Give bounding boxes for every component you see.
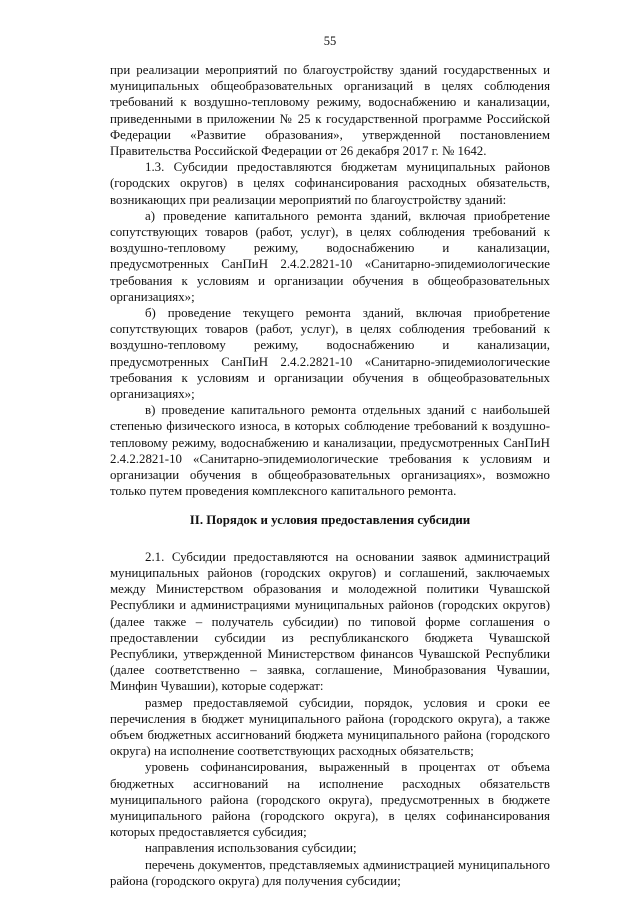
paragraph-documents-list: перечень документов, представляемых администрацией муниципального района (городского округа) для получения субсидии; xyxy=(110,857,550,888)
paragraph-1-3-a: а) проведение капитального ремонта зданий, включая приобретение сопутствующих товаров (работ, услуг), в целях соблюдения требований к воздушно-тепловому режиму, водоснабжению и канализации, предусмотренных СанПиН 2.4.2.2821-10 «Санитарно-эпидемиологические требования к условиям и организации обучения в общеобразовательных организациях»; xyxy=(110,208,550,304)
document-body xyxy=(110,62,550,889)
paragraph-usage-directions: направления использования субсидии; xyxy=(145,841,357,856)
paragraph-1-3: 1.3. Субсидии предоставляются бюджетам муниципальных районов (городских округов) в целях софинансирования расходных обязательств, возникающих при реализации мероприятий по благоустройству зданий: xyxy=(110,160,550,207)
section-heading: II. Порядок и условия предоставления субсидии xyxy=(189,513,471,528)
paragraph-intro: при реализации мероприятий по благоустройству зданий государственных и муниципальных общеобразовательных организаций в целях соблюдения требований к воздушно-тепловому режиму, водоснабжению и канализации, приведенными в приложении № 25 к государственной программе Российской Федерации «Развитие образования», утвержденной постановлением Правительства Российской Федерации от 26 декабря 2017 г. № 1642. xyxy=(110,63,550,159)
paragraph-1-3-b: б) проведение текущего ремонта зданий, включая приобретение сопутствующих товаров (работ, услуг), в целях соблюдения требований к воздушно-тепловому режиму, водоснабжению и канализации, предусмотренных СанПиН 2.4.2.2821-10 «Санитарно-эпидемиологические требования к условиям и организации обучения в общеобразовательных организациях»; xyxy=(110,306,550,402)
document-page xyxy=(110,0,550,905)
paragraph-cofinancing-level: уровень софинансирования, выраженный в процентах от объема бюджетных ассигнований на исполнение расходных обязательств муниципального района (городского округа), предусмотренных в бюджете муниципального района (городского округа), в целях софинансирования которых предоставляется субсидия; xyxy=(110,760,550,840)
paragraph-2-1: 2.1. Субсидии предоставляются на основании заявок администраций муниципальных районов (городских округов) и соглашений, заключаемых между Министерством образования и молодежной политики Чувашской Республики и администрациями муниципальных районов (городских округов) (далее также – получатель субсидии) по типовой форме соглашения о предоставлении субсидии из республиканского бюджета Чувашской Республики, утвержденной Министерством финансов Чувашской Республики (далее соответственно – заявка, соглашение, Минобразования Чувашии, Минфин Чувашии), которые содержат: xyxy=(110,549,550,694)
paragraph-1-3-v: в) проведение капитального ремонта отдельных зданий с наибольшей степенью физического износа, в которых соблюдение требований к воздушно-тепловому режиму, водоснабжению и канализации, предусмотренных СанПиН 2.4.2.2821-10 «Санитарно-эпидемиологические требования к условиям и организации обучения в общеобразовательных организациях», возможно только путем проведения комплексного капитального ремонта. xyxy=(110,403,550,499)
page-number: 55 xyxy=(323,34,337,48)
paragraph-subsidy-amount: размер предоставляемой субсидии, порядок, условия и сроки ее перечисления в бюджет муниципального района (городского округа), а также объем бюджетных ассигнований бюджета муниципального района (городского округа) на исполнение соответствующих расходных обязательств; xyxy=(110,695,550,759)
